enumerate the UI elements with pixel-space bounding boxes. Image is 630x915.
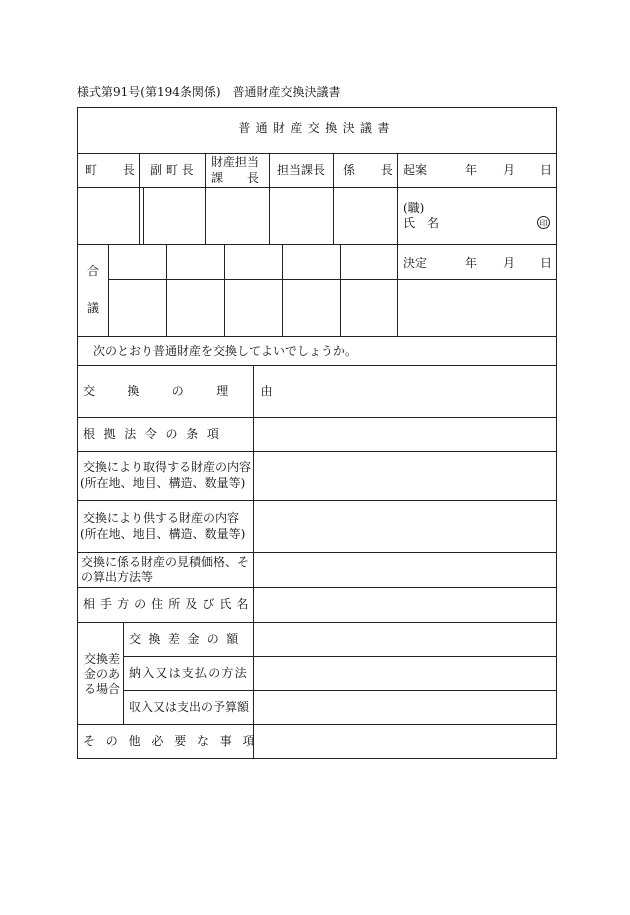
- draft-month: 月: [503, 163, 516, 177]
- row-reason-label: [83, 384, 283, 399]
- divider: [269, 153, 270, 244]
- divider: [77, 187, 557, 188]
- divider: [77, 451, 557, 452]
- drafter-post: (職): [403, 201, 425, 215]
- form-title: 普通財産交換決議書: [238, 121, 395, 135]
- row-partner-label: 相手方の住所及び氏名: [83, 597, 254, 611]
- diff-group-line3: る場合: [84, 682, 121, 696]
- divider: [143, 187, 144, 244]
- diff-group-line1: 交換差: [84, 652, 121, 666]
- divider: [166, 244, 167, 336]
- header-mayor: 町 長: [85, 163, 136, 177]
- row-estimate-line2: の算出方法等: [81, 570, 154, 584]
- divider: [224, 244, 225, 336]
- draft-label: 起案: [403, 163, 428, 177]
- row-estimate-line1: 交換に係る財産の見積価格、そ: [81, 555, 250, 569]
- divider: [77, 500, 557, 501]
- divider: [77, 336, 557, 337]
- row-basis-label: 根拠法令の条項: [83, 427, 228, 441]
- header-asset-chief-line1: 財産担当: [211, 155, 260, 169]
- decision-month: 月: [503, 256, 516, 270]
- consult-char-2: 議: [87, 301, 100, 315]
- draft-day: 日: [540, 163, 553, 177]
- header-staff: 係 長: [343, 163, 394, 177]
- header-deputy-mayor: 副 町 長: [150, 163, 194, 177]
- request-sentence: 次のとおり普通財産を交換してよいでしょうか。: [93, 344, 358, 358]
- header-asset-chief-line2: 課 長: [211, 171, 260, 185]
- divider: [77, 724, 557, 725]
- divider: [123, 690, 557, 691]
- row-other-label: その他必要な事項: [83, 734, 266, 748]
- divider: [340, 244, 341, 336]
- row-offer-line1: 交換により供する財産の内容: [83, 511, 240, 525]
- diff-group-line2: 金のあ: [84, 667, 121, 681]
- header-section-chief: 担当課長: [277, 163, 326, 177]
- form-caption: 様式第91号(第194条関係) 普通財産交換決議書: [77, 85, 341, 99]
- divider: [77, 244, 557, 245]
- decision-label: 決定: [403, 256, 428, 270]
- row-payment-method-label: 納入又は支払の方法: [129, 666, 248, 680]
- divider: [333, 153, 334, 244]
- divider: [77, 417, 557, 418]
- row-offer-line2: (所在地、地目、構造、数量等): [80, 527, 246, 541]
- divider: [139, 153, 140, 244]
- divider: [77, 587, 557, 588]
- row-diff-amount-label: 交換差金の額: [129, 632, 246, 646]
- decision-day: 日: [540, 256, 553, 270]
- label-text: 交 換 の 理 由: [83, 384, 283, 398]
- consult-char-1: 合: [87, 264, 100, 278]
- divider: [397, 153, 398, 244]
- divider: [253, 365, 254, 759]
- divider: [77, 552, 557, 553]
- divider: [123, 622, 124, 724]
- row-budget-label: 収入又は支出の予算額: [129, 700, 250, 714]
- divider: [108, 244, 109, 336]
- divider: [77, 622, 557, 623]
- divider: [282, 244, 283, 336]
- row-acquire-line2: (所在地、地目、構造、数量等): [80, 476, 246, 490]
- divider: [397, 244, 398, 336]
- draft-year: 年: [465, 163, 478, 177]
- divider: [123, 656, 557, 657]
- seal-mark: 印: [537, 216, 550, 229]
- divider: [108, 279, 557, 280]
- drafter-name-label: 氏 名: [403, 216, 440, 230]
- decision-year: 年: [465, 256, 478, 270]
- row-acquire-line1: 交換により取得する財産の内容: [83, 460, 252, 474]
- divider: [205, 153, 206, 244]
- divider: [77, 365, 557, 366]
- divider: [77, 153, 557, 154]
